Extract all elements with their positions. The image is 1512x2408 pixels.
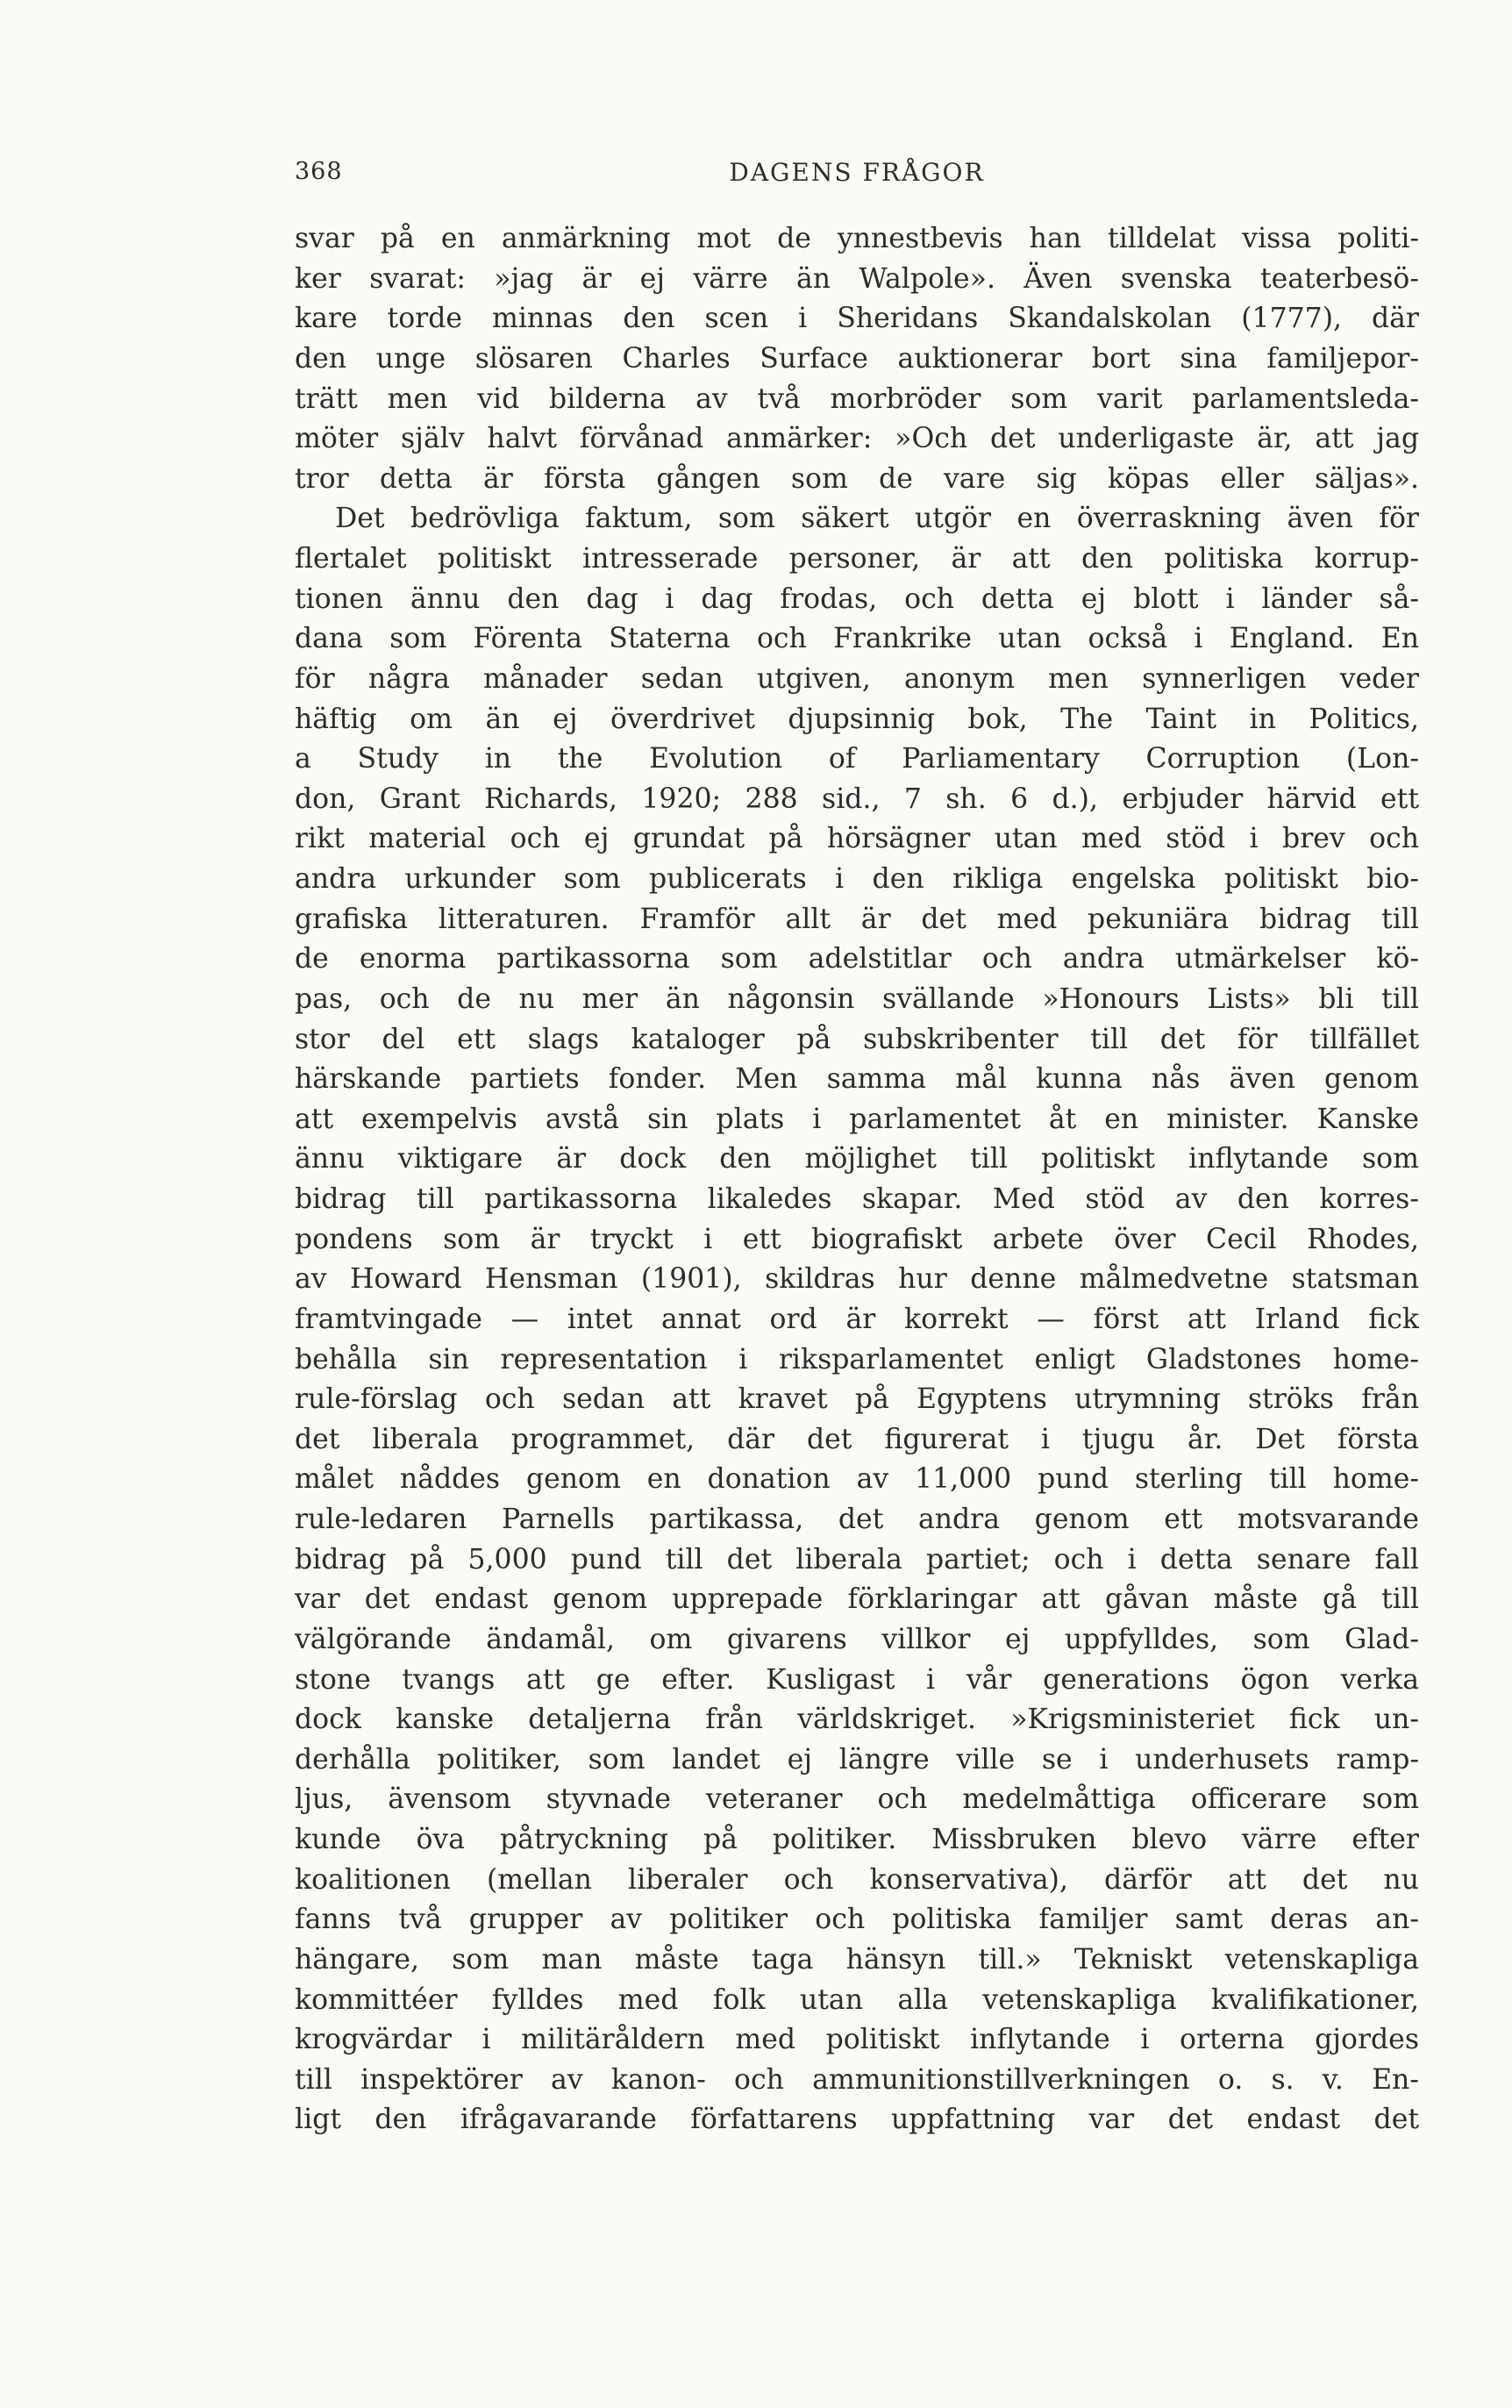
text-line: tror detta är första gången som de vare sig köpas eller säljas». — [295, 462, 1419, 495]
text-line: till inspektörer av kanon- och ammunitionstillverkningen o. s. v. En- — [295, 2063, 1419, 2096]
text-line: pas, och de nu mer än någonsin svällande »Honours Lists» bli till — [295, 982, 1419, 1015]
text-line: fanns två grupper av politiker och politiska familjer samt deras an- — [295, 1904, 1419, 1936]
text-line: svar på en anmärkning mot de ynnestbevis han tilldelat vissa politi- — [295, 223, 1419, 254]
body-text — [295, 219, 1419, 2140]
text-line: hängare, som man måste taga hänsyn till.» Tekniskt vetenskapliga — [295, 1943, 1419, 1976]
text-line: bidrag på 5,000 pund till det liberala partiet; och i detta senare fall — [295, 1543, 1419, 1576]
text-line: härskande partiets fonder. Men samma mål kunna nås även genom — [295, 1063, 1419, 1096]
running-head: DAGENS FRÅGOR — [729, 158, 985, 187]
text-line: rule-ledaren Parnells partikassa, det andra genom ett motsvarande — [295, 1504, 1419, 1535]
text-line: flertalet politiskt intresserade personer, är att den politiska korrup- — [295, 543, 1419, 575]
text-line: derhålla politiker, som landet ej längre ville se i underhusets ramp- — [295, 1743, 1419, 1776]
text-line: kare torde minnas den scen i Sheridans Skandalskolan (1777), där — [295, 303, 1419, 335]
text-line: dock kanske detaljerna från världskriget. »Krigsministeriet fick un- — [295, 1704, 1419, 1736]
text-line: don, Grant Richards, 1920; 288 sid., 7 sh. 6 d.), erbjuder härvid ett — [295, 782, 1419, 815]
text-line: den unge slösaren Charles Surface auktionerar bort sina familjepor- — [295, 342, 1419, 375]
text-line: ligt den ifrågavarande författarens uppfattning var det endast det — [295, 2104, 1419, 2136]
page-number: 368 — [295, 158, 343, 185]
text-line: tionen ännu den dag i dag frodas, och detta ej blott i länder så- — [295, 582, 1419, 615]
text-line: dana som Förenta Staterna och Frankrike utan också i England. En — [295, 623, 1419, 655]
text-line: kommittéer fylldes med folk utan alla vetenskapliga kvalifikationer, — [295, 1983, 1419, 2016]
text-line: det liberala programmet, där det figurerat i tjugu år. Det första — [295, 1423, 1419, 1455]
text-line: rikt material och ej grundat på hörsägner utan med stöd i brev och — [295, 823, 1419, 855]
text-line: bidrag till partikassorna likaledes skapar. Med stöd av den korres- — [295, 1183, 1419, 1215]
text-line: var det endast genom upprepade förklaringar att gåvan måste gå till — [295, 1583, 1419, 1616]
text-line: målet nåddes genom en donation av 11,000 pund sterling till home- — [295, 1463, 1419, 1496]
text-line: häftig om än ej överdrivet djupsinnig bok, The Taint in Politics, — [295, 703, 1419, 735]
text-line: stor del ett slags kataloger på subskribenter till det för tillfället — [295, 1023, 1419, 1055]
text-line: ännu viktigare är dock den möjlighet till politiskt inflytande som — [295, 1143, 1419, 1175]
text-line: krogvärdar i militäråldern med politiskt inflytande i orterna gjordes — [295, 2024, 1419, 2056]
text-line: pondens som är tryckt i ett biografiskt arbete över Cecil Rhodes, — [295, 1223, 1419, 1255]
text-line: ljus, ävensom styvnade veteraner och medelmåttiga officerare som — [295, 1783, 1419, 1816]
text-line: koalitionen (mellan liberaler och konservativa), därför att det nu — [295, 1863, 1419, 1896]
text-line: andra urkunder som publicerats i den rikliga engelska politiskt bio- — [295, 863, 1419, 895]
text-line: de enorma partikassorna som adelstitlar och andra utmärkelser kö- — [295, 943, 1419, 975]
text-line: rule-förslag och sedan att kravet på Egyptens utrymning ströks från — [295, 1383, 1419, 1416]
text-line: grafiska litteraturen. Framför allt är det med pekuniära bidrag till — [295, 903, 1419, 935]
text-line: ker svarat: »jag är ej värre än Walpole». Även svenska teaterbesö- — [295, 262, 1419, 295]
text-line: behålla sin representation i riksparlamentet enligt Gladstones home- — [295, 1343, 1419, 1375]
text-line: a Study in the Evolution of Parliamentary Corruption (Lon- — [295, 743, 1419, 775]
page-header — [295, 158, 1419, 193]
text-line: trätt men vid bilderna av två morbröder som varit parlamentsleda- — [295, 382, 1419, 415]
text-line: Det bedrövliga faktum, som säkert utgör en överraskning även för — [335, 503, 1419, 535]
text-line: välgörande ändamål, om givarens villkor ej uppfylldes, som Glad- — [295, 1623, 1419, 1655]
text-line: stone tvangs att ge efter. Kusligast i vår generations ögon verka — [295, 1663, 1419, 1696]
text-line: framtvingade — intet annat ord är korrekt — först att Irland fick — [295, 1303, 1419, 1335]
text-line: möter själv halvt förvånad anmärker: »Och det underligaste är, att jag — [295, 423, 1419, 455]
text-line: av Howard Hensman (1901), skildras hur denne målmedvetne statsman — [295, 1263, 1419, 1296]
text-line: för några månader sedan utgiven, anonym men synnerligen veder — [295, 662, 1419, 695]
text-line: att exempelvis avstå sin plats i parlamentet åt en minister. Kanske — [295, 1103, 1419, 1135]
text-line: kunde öva påtryckning på politiker. Missbruken blevo värre efter — [295, 1824, 1419, 1855]
